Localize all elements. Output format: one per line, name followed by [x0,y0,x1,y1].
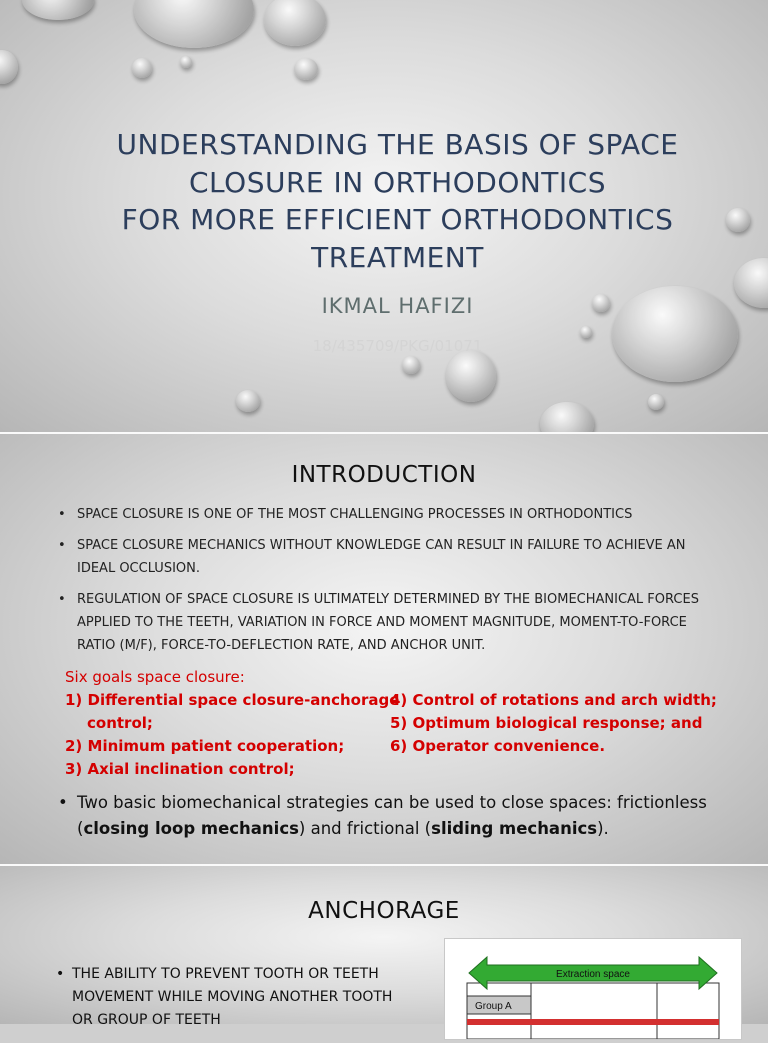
strategy-text: Two basic biomechanical strategies can be used to close spaces: frictionless ( [77,793,707,838]
title-line: TREATMENT [311,240,484,274]
water-drop-decoration [264,0,326,46]
water-drop-decoration [0,50,18,84]
water-drop-decoration [648,394,664,410]
goal-item: control; [87,714,153,732]
goals-title: Six goals space closure: [65,668,245,686]
red-bar [467,1019,719,1025]
water-drop-decoration [236,390,260,412]
water-drop-decoration [446,350,496,402]
goal-item: 6) Operator convenience. [390,737,606,755]
goal-item: 3) Axial inclination control; [65,760,295,778]
water-drop-decoration [132,58,152,78]
bullet-item: • THE ABILITY TO PREVENT TOOTH OR TEETH MOVEMENT WHILE MOVING ANOTHER TOOTH OR GROUP OF TEETH [56,963,416,1032]
strategy-bullet [56,790,757,842]
bullet-item: • SPACE CLOSURE IS ONE OF THE MOST CHALLENGING PROCESSES IN ORTHODONTICS [56,503,716,526]
water-drop-decoration [726,208,750,232]
group-a-label: Group A [475,1001,512,1012]
goal-item: 2) Minimum patient cooperation; [65,737,345,755]
anchorage-diagram [444,938,742,1040]
title-line: CLOSURE IN ORTHODONTICS [189,165,606,199]
anchorage-diagram-svg [445,939,741,1039]
goal-item: 1) Differential space closure-anchorage [65,691,400,709]
title-slide [0,0,768,432]
water-drop-decoration [180,56,192,68]
student-id: 18/435709/PKG/01071 [312,337,483,355]
author-name: IKMAL HAFIZI [321,294,474,318]
water-drop-decoration [294,58,318,80]
water-drop-decoration [134,0,254,48]
water-drop-decoration [540,402,594,432]
water-drop-decoration [22,0,94,20]
slide-heading: INTRODUCTION [291,462,477,488]
title-line: FOR MORE EFFICIENT ORTHODONTICS [121,203,674,236]
strategy-bold-term: closing loop mechanics [83,819,299,838]
anchorage-bullets [56,963,416,1032]
strategy-bold-term: sliding mechanics [431,819,598,838]
bullet-item: • SPACE CLOSURE MECHANICS WITHOUT KNOWLEDGE CAN RESULT IN FAILURE TO ACHIEVE AN IDEAL OCCLUSION. [56,534,716,580]
bullet-item: • REGULATION OF SPACE CLOSURE IS ULTIMATELY DETERMINED BY THE BIOMECHANICAL FORCES APPLIED TO THE TEETH, VARIATION IN FORCE AND MOMENT MAGNITUDE, MOMENT-TO-FORCE RATIO (M/F), FORCE-TO-DEFLECTION RATE, AND ANCHOR UNIT. [56,588,716,657]
extraction-space-label: Extraction space [556,969,630,980]
goal-item: 5) Optimum biological response; and [390,714,703,732]
water-drop-decoration [402,356,420,374]
title-line: UNDERSTANDING THE BASIS OF SPACE [116,128,679,161]
slide-heading: ANCHORAGE [308,898,460,924]
water-drop-decoration [734,258,768,308]
strategy-text: ) and frictional ( [298,819,432,838]
presentation-title [80,126,715,276]
goal-item: 4) Control of rotations and arch width; [390,691,717,709]
strategy-text: ). [597,819,609,838]
introduction-bullets [56,503,716,665]
